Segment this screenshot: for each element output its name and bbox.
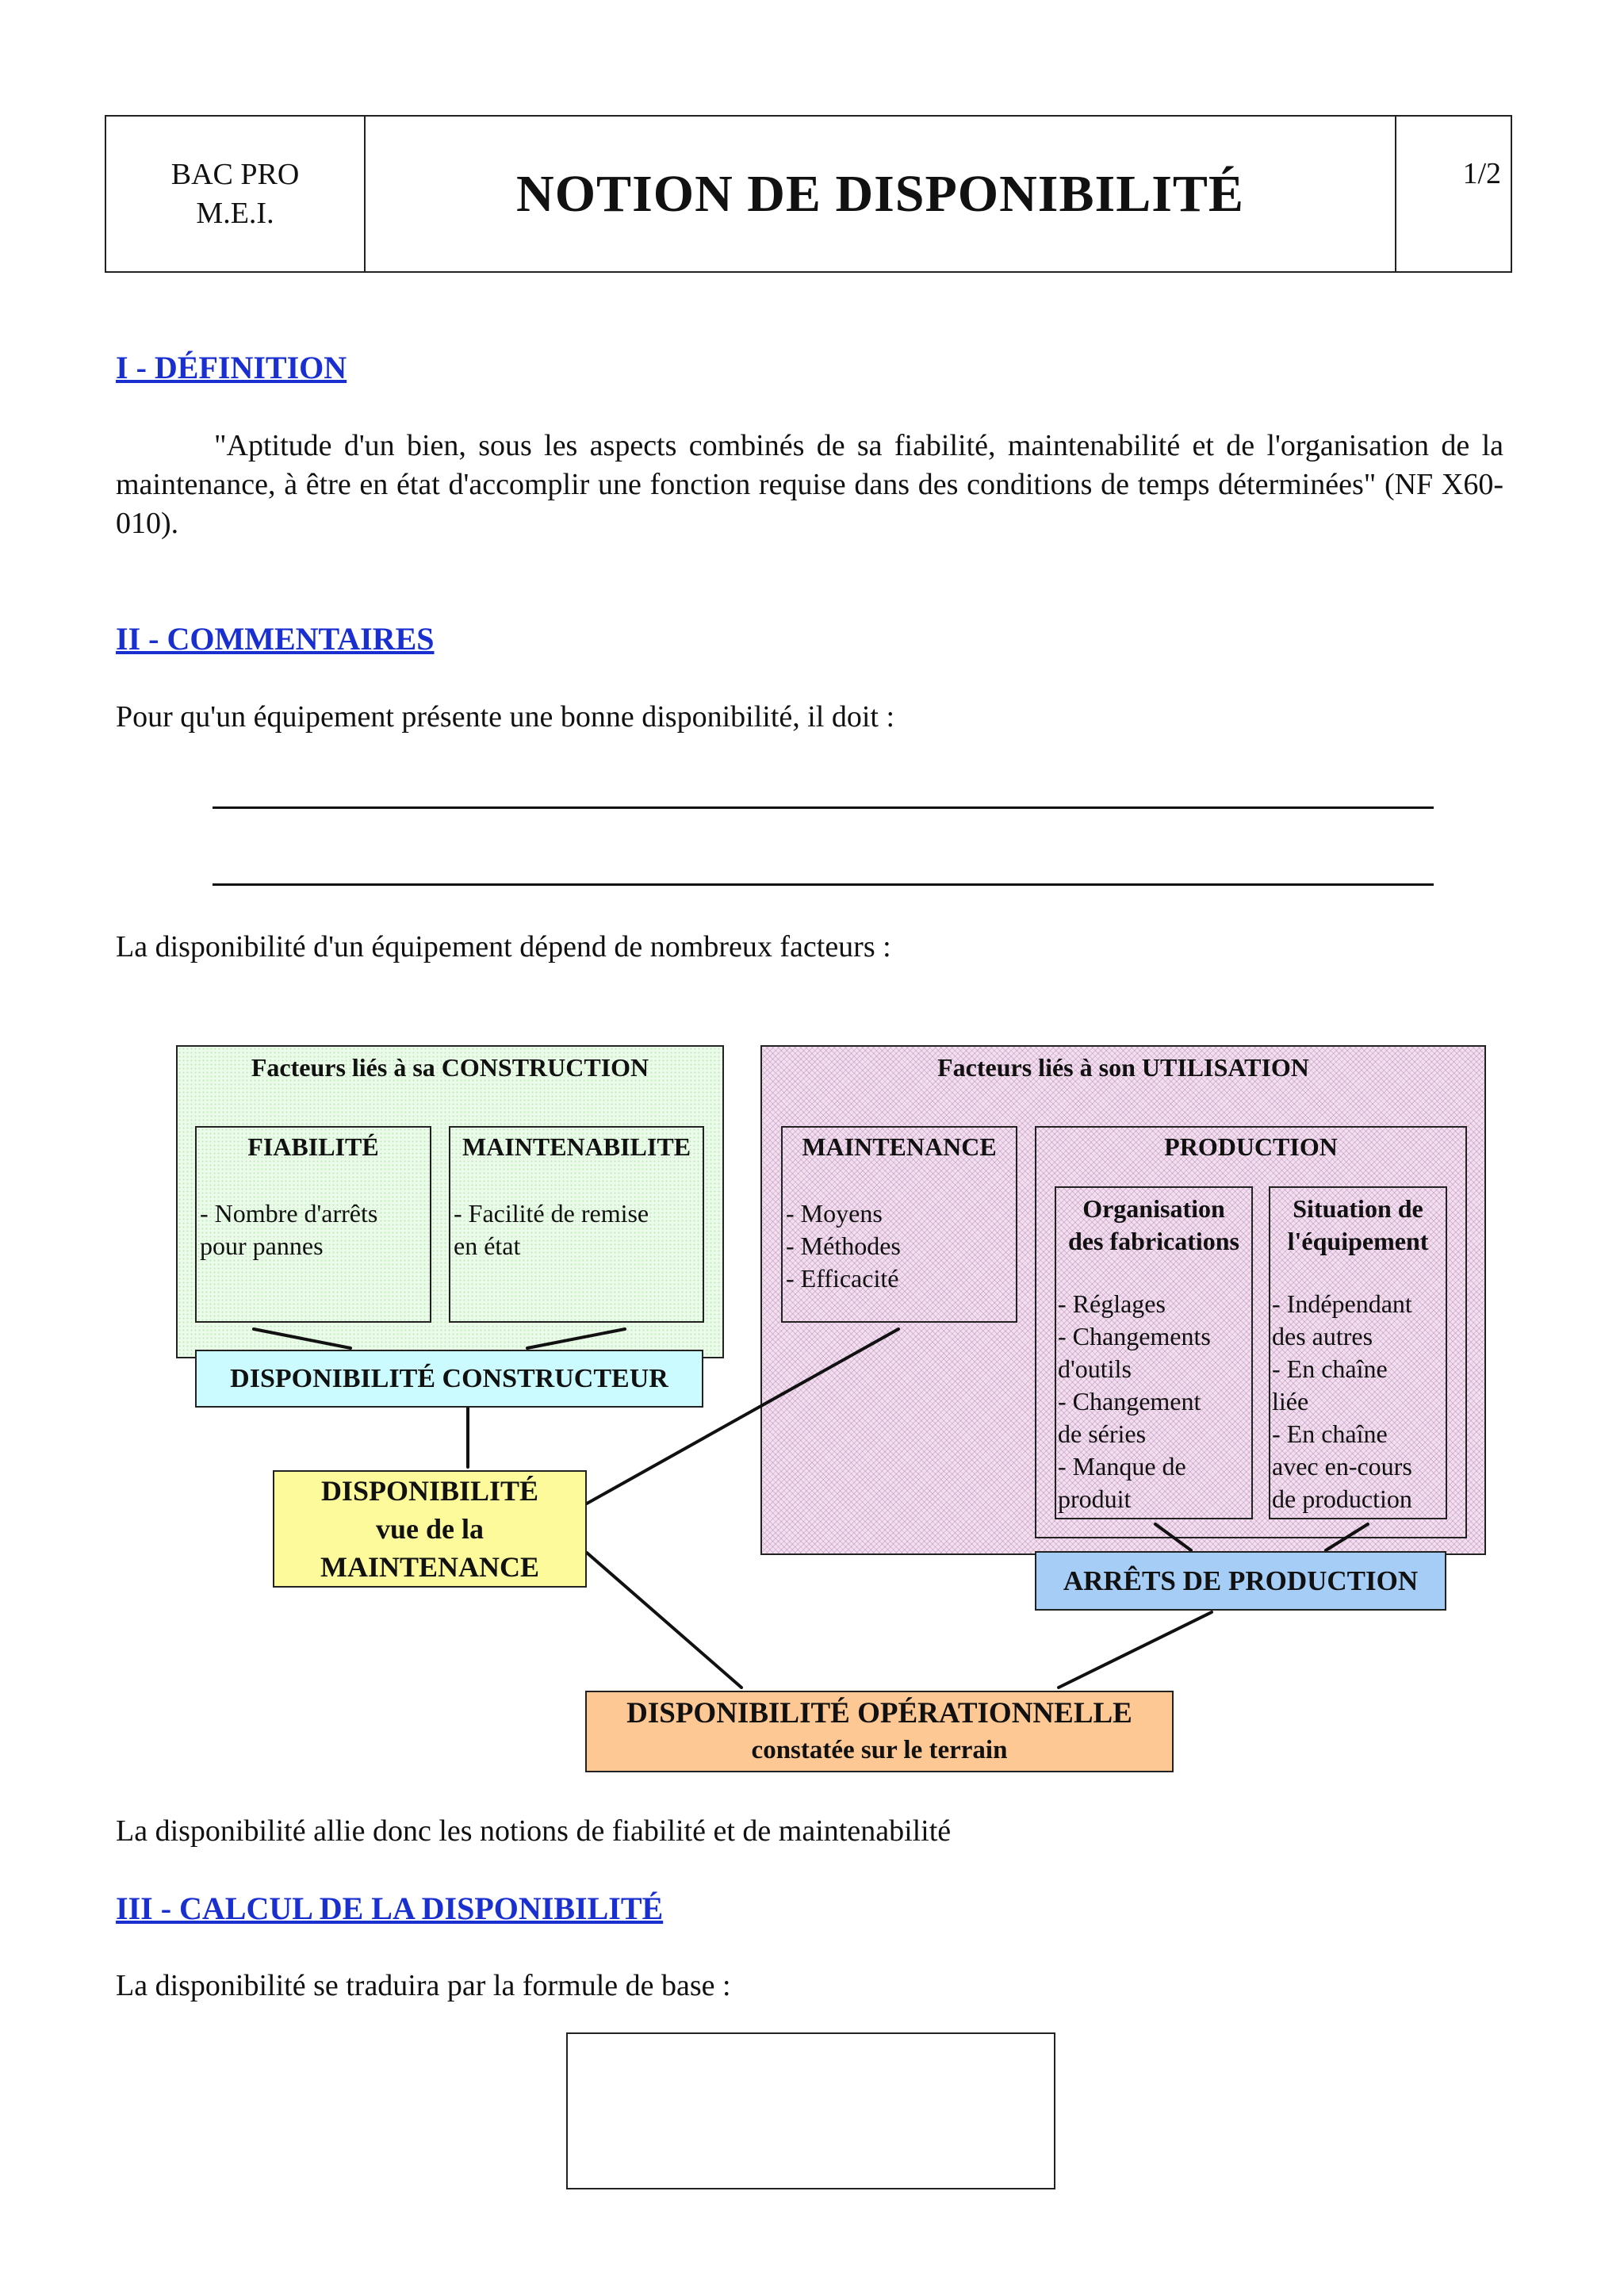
definition-text: "Aptitude d'un bien, sous les aspects combinés de sa fiabilité, maintenabilité et de l'organisation de la maintenance, à être en état d'accomplir une fonction requise dans des conditions de temps déterminées" (NF X60-010). [116,429,1503,540]
comments-intro: Pour qu'un équipement présente une bonne disponibilité, il doit : [116,700,895,734]
maintenance-item-2: - Méthodes [786,1232,901,1260]
organisation-item-4: - Changement [1058,1387,1201,1415]
course-code: M.E.I. [196,196,274,230]
organisation-item-5: de séries [1058,1419,1147,1448]
page-number: 1/2 [1462,157,1501,190]
dispo-operationnelle-subtitle: constatée sur le terrain [751,1735,1008,1764]
production-title: PRODUCTION [1164,1132,1338,1161]
situation-item-5: - En chaîne [1272,1419,1388,1448]
dispo-operationnelle-box [585,1691,1174,1772]
situation-title-2: l'équipement [1287,1227,1429,1255]
situation-item-1: - Indépendant [1272,1289,1412,1318]
reliability-item-2: pour pannes [200,1232,324,1260]
situation-item-2: des autres [1272,1322,1373,1350]
connector-situation [1326,1524,1368,1550]
maintainability-title: MAINTENABILITE [462,1132,691,1161]
connector-maintenance-operationnelle [587,1553,741,1687]
dispo-constructeur-label: DISPONIBILITÉ CONSTRUCTEUR [230,1363,668,1393]
course-label: BAC PRO [170,157,300,191]
dispo-maintenance-line-1: DISPONIBILITÉ [320,1475,539,1507]
section-definition-heading: I - DÉFINITION [116,350,347,385]
maintainability-item-2: en état [454,1232,521,1260]
construction-title: Facteurs liés à sa CONSTRUCTION [251,1053,649,1082]
organisation-item-6: - Manque de [1058,1452,1186,1481]
conclusion-text: La disponibilité allie donc les notions de fiabilité et de maintenabilité [116,1814,952,1848]
dispo-maintenance-box [273,1470,587,1588]
arrets-production-box [1035,1551,1446,1611]
connector-organisation [1155,1524,1191,1550]
organisation-item-3: d'outils [1058,1354,1132,1383]
dispo-constructeur-box [195,1350,703,1408]
formula-answer-box[interactable] [566,2032,1055,2189]
organisation-item-1: - Réglages [1058,1289,1166,1318]
connector-maintainability [527,1329,625,1348]
utilisation-title: Facteurs liés à son UTILISATION [937,1053,1309,1082]
arrets-production-label: ARRÊTS DE PRODUCTION [1063,1565,1419,1596]
organisation-title-2: des fabrications [1068,1227,1239,1255]
dispo-operationnelle-title: DISPONIBILITÉ OPÉRATIONNELLE [626,1696,1132,1730]
page-title: NOTION DE DISPONIBILITÉ [366,117,1396,271]
formula-intro: La disponibilité se traduira par la formule de base : [116,1969,731,2002]
reliability-item-1: - Nombre d'arrêts [200,1199,378,1228]
maintainability-item-1: - Facilité de remise [454,1199,649,1228]
maintenance-item-1: - Moyens [786,1199,883,1228]
section-comments-heading: II - COMMENTAIRES [116,621,435,657]
dispo-maintenance-line-2: vue de la [375,1513,484,1545]
organisation-item-7: produit [1058,1484,1132,1513]
factors-intro: La disponibilité d'un équipement dépend de nombreux facteurs : [116,930,891,963]
connector-arrets-operationnelle [1059,1612,1212,1687]
situation-title-1: Situation de [1293,1194,1423,1223]
connector-reliability [254,1329,350,1348]
situation-item-3: - En chaîne [1272,1354,1388,1383]
section-calculation-heading: III - CALCUL DE LA DISPONIBILITÉ [116,1891,664,1926]
organisation-item-2: - Changements [1058,1322,1211,1350]
organisation-title-1: Organisation [1082,1194,1225,1223]
situation-item-4: liée [1272,1387,1309,1415]
dispo-maintenance-line-3: MAINTENANCE [320,1551,539,1583]
situation-item-6: avec en-cours [1272,1452,1412,1481]
maintenance-item-3: - Efficacité [786,1264,899,1293]
maintenance-title: MAINTENANCE [802,1132,997,1161]
reliability-title: FIABILITÉ [247,1132,379,1161]
situation-item-7: de production [1272,1484,1412,1513]
